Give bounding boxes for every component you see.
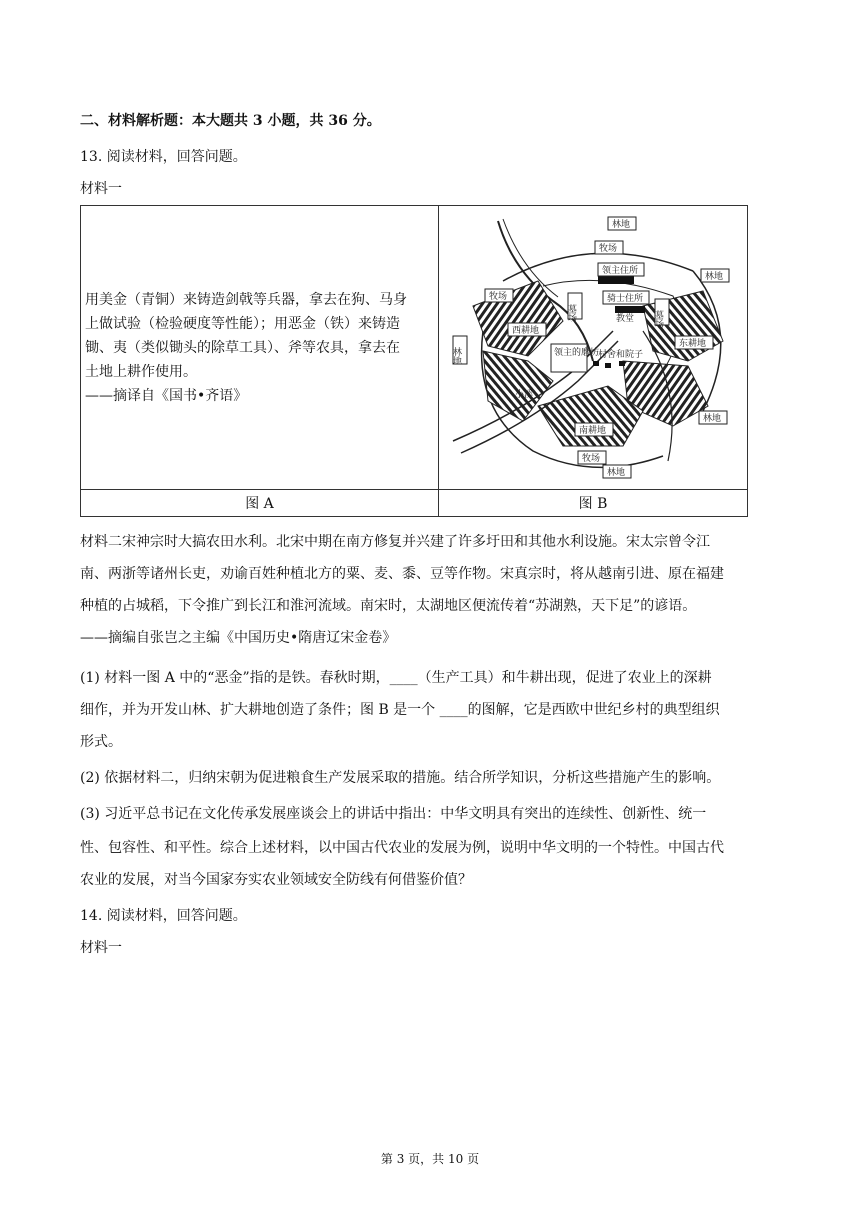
map-label: 牧场	[489, 291, 508, 302]
map-label: 南耕地	[579, 425, 607, 436]
sub-question-1: (1) 材料一图 A 中的“恶金”指的是铁。春秋时期，____（生产工具）和牛耕出现，促进了农业上的深耕	[80, 670, 712, 686]
map-label: 林地	[612, 219, 631, 230]
figure-a-cell	[81, 206, 439, 490]
sub-question-1: 形式。	[80, 734, 122, 750]
map-label: 林地	[705, 271, 724, 282]
material-1-table	[80, 205, 748, 517]
material-2-line: 南、两浙等诸州长吏，劝谕百姓种植北方的粟、麦、黍、豆等作物。宋真宗时，将从越南引进、原在福建	[80, 566, 724, 582]
sub-question-3: 农业的发展，对当今国家夯实农业领域安全防线有何借鉴价值？	[80, 872, 472, 888]
map-label: 教堂	[616, 313, 635, 324]
sub-question-2: (2) 依据材料二，归纳宋朝为促进粮食生产发展采取的措施。结合所学知识，分析这些措施产生的影响。	[80, 770, 721, 786]
figure-a-quote	[81, 288, 438, 408]
material-2-line: 材料二宋神宗时大搞农田水利。北宋中期在南方修复并兴建了许多圩田和其他水利设施。宋太宗曾令江	[80, 534, 710, 550]
quote-line: 锄、夷（类似锄头的除草工具）、斧等农具，拿去在	[85, 339, 400, 356]
map-label: 小溪	[515, 389, 534, 400]
map-label: 牧场	[599, 243, 618, 254]
sub-question-1: 细作，并为开发山林、扩大耕地创造了条件；图 B 是一个 ____的图解，它是西欧中世纪乡村的典型组织	[80, 702, 720, 718]
map-label: 东耕地	[679, 338, 707, 349]
material-2-line: 种植的占城稻，下令推广到长江和淮河流域。南宋时，太湖地区便流传着“苏湖熟，天下足”的谚语。	[80, 598, 697, 614]
section-title: 二、材料解析题：本大题共 3 小题，共 36 分。	[80, 113, 381, 129]
sub-question-3: 性、包容性、和平性。综合上述材料，以中国古代农业的发展为例，说明中华文明的一个特性。中国古代	[80, 840, 724, 856]
quote-line: 上做试验（检验硬度等性能）；用恶金（铁）来铸造	[85, 315, 400, 332]
material-2-source: ——摘编自张岂之主编《中国历史•隋唐辽宋金卷》	[80, 630, 397, 646]
map-label: 墓场	[566, 303, 576, 322]
q14-material-1-label: 材料一	[80, 940, 122, 956]
map-label: 领主住所	[602, 265, 639, 276]
map-label: 林地	[451, 346, 461, 365]
map-label: 领主的磨坊	[554, 347, 600, 358]
manor-map	[443, 211, 743, 481]
map-label: 墓场	[653, 309, 663, 328]
map-label: 西耕地	[512, 325, 540, 336]
map-label: 村舍和院子	[598, 349, 644, 360]
figure-b-cell	[439, 206, 748, 490]
question-13-stem: 13. 阅读材料，回答问题。	[80, 149, 247, 165]
figure-a-caption: 图 A	[81, 490, 439, 517]
sub-question-3: (3) 习近平总书记在文化传承发展座谈会上的讲话中指出：中华文明具有突出的连续性、创新性、统一	[80, 806, 707, 822]
quote-line: 用美金（青铜）来铸造剑戟等兵器，拿去在狗、马身	[85, 291, 407, 308]
map-label: 林地	[703, 413, 722, 424]
quote-source: ——摘译自《国书•齐语》	[85, 387, 248, 404]
map-label: 牧场	[582, 453, 601, 464]
material-1-label: 材料一	[80, 181, 122, 197]
figure-b-caption: 图 B	[439, 490, 748, 517]
map-label: 林地	[607, 467, 626, 478]
map-label: 骑士住所	[607, 293, 644, 304]
question-14-stem: 14. 阅读材料，回答问题。	[80, 908, 247, 924]
page-footer: 第 3 页，共 10 页	[380, 1152, 480, 1166]
quote-line: 土地上耕作使用。	[85, 363, 197, 380]
